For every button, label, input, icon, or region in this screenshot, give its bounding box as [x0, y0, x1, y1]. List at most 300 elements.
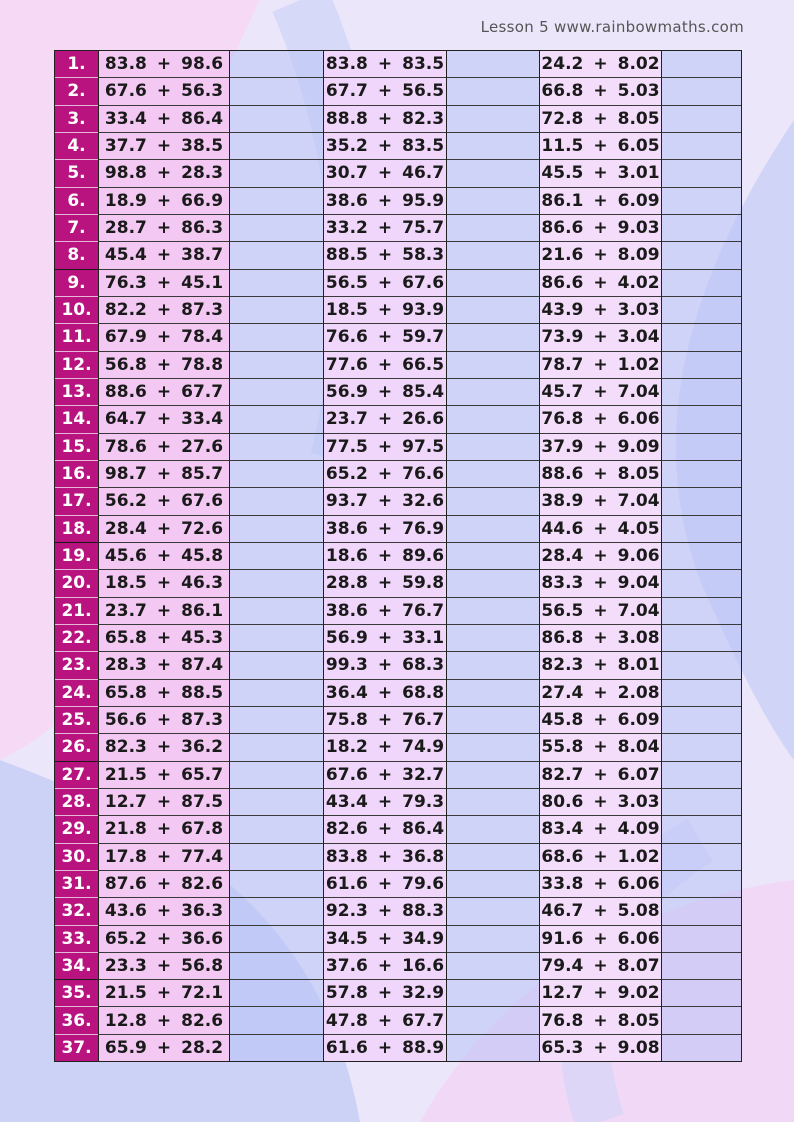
- addend-a: 83.8: [325, 54, 368, 75]
- addend-a: 23.7: [104, 600, 147, 621]
- answer-box[interactable]: [662, 297, 741, 324]
- addend-b: 27.6: [181, 436, 224, 457]
- answer-box[interactable]: [230, 1035, 323, 1061]
- problem-row: [324, 188, 446, 215]
- problem-row: [324, 297, 446, 324]
- answer-box[interactable]: [447, 352, 539, 379]
- addend-a: 24.2: [541, 54, 584, 75]
- problem-row: [324, 242, 446, 269]
- addend-a: 18.6: [325, 546, 368, 567]
- answer-box[interactable]: [447, 51, 539, 78]
- addition-problem: [99, 926, 229, 952]
- addition-problem: [99, 215, 229, 241]
- plus-sign: +: [377, 983, 393, 1004]
- plus-sign: +: [156, 409, 172, 430]
- answer-box[interactable]: [447, 133, 539, 160]
- addend-a: 88.6: [104, 382, 147, 403]
- addition-problem: [540, 270, 661, 296]
- problem-row: [99, 652, 229, 679]
- addend-a: 83.3: [541, 573, 584, 594]
- answer-box[interactable]: [662, 488, 741, 515]
- plus-sign: +: [593, 573, 608, 594]
- answer-box[interactable]: [230, 598, 323, 625]
- problem-row: [99, 488, 229, 515]
- plus-sign: +: [593, 409, 608, 430]
- answer-box[interactable]: [662, 816, 741, 843]
- answer-box[interactable]: [230, 816, 323, 843]
- plus-sign: +: [156, 382, 172, 403]
- problem-row: [99, 980, 229, 1007]
- addition-problem: [99, 707, 229, 733]
- answer-box[interactable]: [230, 652, 323, 679]
- problem-row: [99, 379, 229, 406]
- problem-row: [540, 242, 661, 269]
- plus-sign: +: [156, 300, 172, 321]
- answer-box[interactable]: [230, 215, 323, 242]
- addend-b: 8.04: [617, 737, 660, 758]
- problem-row: [324, 953, 446, 980]
- plus-sign: +: [593, 928, 608, 949]
- addend-b: 87.3: [181, 710, 224, 731]
- addition-problem: [540, 816, 661, 842]
- addend-a: 64.7: [104, 409, 147, 430]
- addend-a: 88.5: [325, 245, 368, 266]
- addition-problem: [540, 1035, 661, 1061]
- addition-problem: [324, 762, 446, 788]
- problem-row: [324, 106, 446, 133]
- answer-box[interactable]: [662, 652, 741, 679]
- addend-a: 79.4: [541, 955, 584, 976]
- addition-problem: [324, 707, 446, 733]
- addition-problem: [540, 242, 661, 268]
- answer-box[interactable]: [230, 133, 323, 160]
- problem-row: [99, 133, 229, 160]
- answer-box[interactable]: [447, 953, 539, 980]
- plus-sign: +: [377, 272, 393, 293]
- addend-a: 92.3: [325, 901, 368, 922]
- answer-box[interactable]: [230, 871, 323, 898]
- answer-box[interactable]: [230, 789, 323, 816]
- problem-row: [99, 734, 229, 761]
- answer-box[interactable]: [230, 926, 323, 953]
- problem-row: [540, 406, 661, 433]
- problem-row: [324, 160, 446, 187]
- answer-box[interactable]: [447, 434, 539, 461]
- answer-box[interactable]: [447, 188, 539, 215]
- addend-a: 45.6: [104, 546, 147, 567]
- answer-box[interactable]: [230, 707, 323, 734]
- answer-box[interactable]: [447, 598, 539, 625]
- addend-b: 98.6: [181, 54, 224, 75]
- addend-b: 56.5: [402, 81, 445, 102]
- plus-sign: +: [593, 655, 608, 676]
- problem-row: [540, 160, 661, 187]
- addend-a: 56.5: [325, 272, 368, 293]
- answer-box[interactable]: [447, 297, 539, 324]
- addend-a: 61.6: [325, 874, 368, 894]
- problem-row: [324, 598, 446, 625]
- problem-row: [540, 516, 661, 543]
- plus-sign: +: [156, 874, 172, 894]
- answer-box[interactable]: [230, 270, 323, 297]
- plus-sign: +: [593, 846, 608, 867]
- addend-b: 32.9: [402, 983, 445, 1004]
- answer-box[interactable]: [230, 625, 323, 652]
- addend-a: 76.3: [104, 272, 147, 293]
- answer-box[interactable]: [662, 680, 741, 707]
- problem-row: [99, 106, 229, 133]
- problem-row: [99, 953, 229, 980]
- problem-row: [99, 51, 229, 78]
- answer-box[interactable]: [662, 871, 741, 898]
- answer-box[interactable]: [662, 106, 741, 133]
- problem-column-3: [540, 50, 662, 1062]
- answer-box[interactable]: [447, 406, 539, 433]
- answer-box[interactable]: [230, 980, 323, 1007]
- addition-problem: [324, 188, 446, 214]
- answer-box[interactable]: [447, 379, 539, 406]
- addend-b: 6.09: [617, 710, 660, 731]
- answer-box[interactable]: [447, 1035, 539, 1061]
- question-number-column: [54, 50, 99, 1062]
- answer-box[interactable]: [662, 953, 741, 980]
- addition-problem: [540, 324, 661, 350]
- answer-box[interactable]: [230, 379, 323, 406]
- plus-sign: +: [377, 81, 393, 102]
- addend-b: 38.5: [181, 136, 224, 157]
- answer-box[interactable]: [447, 215, 539, 242]
- plus-sign: +: [156, 218, 172, 239]
- problem-row: [99, 570, 229, 597]
- addend-a: 33.2: [325, 218, 368, 239]
- answer-box[interactable]: [447, 543, 539, 570]
- answer-box[interactable]: [447, 844, 539, 871]
- problem-row: [324, 516, 446, 543]
- answer-box[interactable]: [662, 1035, 741, 1061]
- answer-box[interactable]: [662, 352, 741, 379]
- addition-problem: [99, 1035, 229, 1061]
- addend-b: 3.08: [617, 628, 660, 649]
- answer-box[interactable]: [662, 242, 741, 269]
- problem-column-1: [99, 50, 230, 1062]
- plus-sign: +: [156, 1037, 172, 1058]
- answer-box[interactable]: [662, 625, 741, 652]
- answer-box[interactable]: [662, 188, 741, 215]
- addend-b: 67.7: [402, 1010, 445, 1031]
- answer-box[interactable]: [230, 844, 323, 871]
- answer-box[interactable]: [662, 543, 741, 570]
- answer-box[interactable]: [662, 844, 741, 871]
- problem-row: [540, 297, 661, 324]
- addend-b: 88.5: [181, 682, 224, 703]
- answer-box[interactable]: [662, 78, 741, 105]
- answer-box[interactable]: [447, 789, 539, 816]
- addend-b: 6.06: [617, 928, 660, 949]
- addition-problem: [324, 78, 446, 104]
- addition-problem: [540, 51, 661, 77]
- answer-box[interactable]: [447, 516, 539, 543]
- answer-box[interactable]: [447, 488, 539, 515]
- answer-box[interactable]: [662, 133, 741, 160]
- answer-box[interactable]: [230, 570, 323, 597]
- answer-box[interactable]: [230, 188, 323, 215]
- question-number: 32.: [55, 898, 98, 925]
- problem-row: [324, 926, 446, 953]
- answer-box[interactable]: [662, 734, 741, 761]
- addend-a: 45.8: [541, 710, 584, 731]
- addend-b: 67.8: [181, 819, 224, 840]
- answer-box[interactable]: [662, 762, 741, 789]
- problem-row: [324, 570, 446, 597]
- problem-row: [540, 188, 661, 215]
- addition-problem: [540, 215, 661, 241]
- addend-b: 78.4: [181, 327, 224, 348]
- plus-sign: +: [156, 1010, 172, 1031]
- answer-box[interactable]: [447, 461, 539, 488]
- answer-box[interactable]: [662, 379, 741, 406]
- answer-box[interactable]: [662, 789, 741, 816]
- addition-problem: [540, 652, 661, 678]
- plus-sign: +: [377, 628, 393, 649]
- addend-b: 59.8: [402, 573, 445, 594]
- answer-box[interactable]: [447, 270, 539, 297]
- addend-a: 65.2: [104, 928, 147, 949]
- problem-row: [540, 51, 661, 78]
- addend-b: 16.6: [402, 955, 445, 976]
- addition-problem: [99, 953, 229, 979]
- answer-box[interactable]: [447, 871, 539, 898]
- addend-a: 67.7: [325, 81, 368, 102]
- answer-box[interactable]: [662, 898, 741, 925]
- addition-problem: [99, 270, 229, 296]
- plus-sign: +: [593, 81, 608, 102]
- addend-b: 76.9: [402, 518, 445, 539]
- addition-problem: [324, 598, 446, 624]
- addend-b: 6.07: [617, 764, 660, 785]
- addition-problem: [99, 762, 229, 788]
- problem-row: [540, 215, 661, 242]
- addition-problem: [324, 488, 446, 514]
- answer-box[interactable]: [230, 898, 323, 925]
- answer-box[interactable]: [662, 707, 741, 734]
- question-number: 1.: [55, 51, 98, 78]
- answer-box[interactable]: [230, 78, 323, 105]
- addend-a: 28.8: [325, 573, 368, 594]
- addend-a: 83.8: [325, 846, 368, 867]
- answer-box[interactable]: [662, 406, 741, 433]
- addend-b: 9.09: [617, 436, 660, 457]
- addend-a: 37.9: [541, 436, 584, 457]
- problem-row: [540, 980, 661, 1007]
- question-number: 27.: [55, 762, 98, 789]
- answer-box[interactable]: [447, 652, 539, 679]
- answer-box[interactable]: [447, 926, 539, 953]
- answer-box[interactable]: [447, 324, 539, 351]
- problem-row: [540, 488, 661, 515]
- answer-box[interactable]: [447, 1007, 539, 1034]
- answer-box[interactable]: [230, 297, 323, 324]
- answer-box[interactable]: [230, 516, 323, 543]
- answer-box[interactable]: [447, 734, 539, 761]
- plus-sign: +: [593, 300, 608, 321]
- addition-problem: [99, 488, 229, 514]
- addend-a: 76.8: [541, 409, 584, 430]
- answer-box[interactable]: [662, 926, 741, 953]
- problem-row: [99, 598, 229, 625]
- answer-box[interactable]: [230, 543, 323, 570]
- plus-sign: +: [156, 54, 172, 75]
- addend-b: 8.07: [617, 955, 660, 976]
- addition-problem: [99, 78, 229, 104]
- addend-b: 6.06: [617, 409, 660, 430]
- answer-box[interactable]: [662, 516, 741, 543]
- problem-row: [99, 844, 229, 871]
- answer-box[interactable]: [662, 570, 741, 597]
- addition-problem: [324, 297, 446, 323]
- addition-problem: [540, 543, 661, 569]
- addend-b: 8.05: [617, 1010, 660, 1031]
- problem-row: [540, 762, 661, 789]
- plus-sign: +: [593, 108, 608, 129]
- addend-a: 86.8: [541, 628, 584, 649]
- answer-box[interactable]: [230, 488, 323, 515]
- answer-box[interactable]: [447, 980, 539, 1007]
- addition-problem: [540, 352, 661, 378]
- answer-box[interactable]: [662, 215, 741, 242]
- addition-problem: [324, 816, 446, 842]
- answer-box[interactable]: [447, 762, 539, 789]
- addend-a: 57.8: [325, 983, 368, 1004]
- addend-b: 28.3: [181, 163, 224, 184]
- addend-b: 82.6: [181, 874, 224, 894]
- problem-row: [324, 379, 446, 406]
- plus-sign: +: [593, 245, 608, 266]
- answer-box[interactable]: [447, 816, 539, 843]
- answer-box[interactable]: [447, 570, 539, 597]
- answer-box[interactable]: [662, 461, 741, 488]
- answer-box[interactable]: [447, 680, 539, 707]
- addend-a: 67.9: [104, 327, 147, 348]
- problem-row: [324, 270, 446, 297]
- answer-box[interactable]: [447, 707, 539, 734]
- addend-a: 38.6: [325, 518, 368, 539]
- answer-box[interactable]: [447, 242, 539, 269]
- plus-sign: +: [156, 655, 172, 676]
- addition-problem: [540, 379, 661, 405]
- addition-problem: [324, 789, 446, 815]
- addition-problem: [540, 980, 661, 1006]
- addend-b: 9.06: [617, 546, 660, 567]
- addend-a: 28.4: [104, 518, 147, 539]
- addend-b: 1.02: [617, 354, 660, 375]
- addition-problem: [99, 844, 229, 870]
- plus-sign: +: [156, 546, 172, 567]
- plus-sign: +: [593, 54, 608, 75]
- answer-box[interactable]: [447, 625, 539, 652]
- answer-box[interactable]: [230, 51, 323, 78]
- problem-row: [99, 1007, 229, 1034]
- addend-a: 76.6: [325, 327, 368, 348]
- plus-sign: +: [377, 764, 393, 785]
- plus-sign: +: [593, 1037, 608, 1058]
- answer-box[interactable]: [230, 734, 323, 761]
- answer-box[interactable]: [662, 980, 741, 1007]
- addition-problem: [99, 406, 229, 432]
- answer-box[interactable]: [662, 598, 741, 625]
- addition-problem: [99, 461, 229, 487]
- answer-box[interactable]: [447, 160, 539, 187]
- answer-box[interactable]: [447, 898, 539, 925]
- addition-problem: [99, 652, 229, 678]
- problem-row: [540, 434, 661, 461]
- addend-b: 87.4: [181, 655, 224, 676]
- answer-box[interactable]: [230, 953, 323, 980]
- plus-sign: +: [156, 764, 172, 785]
- addition-problem: [99, 51, 229, 77]
- answer-box[interactable]: [230, 1007, 323, 1034]
- addition-problem: [540, 106, 661, 132]
- plus-sign: +: [377, 792, 393, 813]
- answer-box[interactable]: [230, 352, 323, 379]
- plus-sign: +: [377, 218, 393, 239]
- answer-box[interactable]: [662, 270, 741, 297]
- plus-sign: +: [593, 272, 608, 293]
- answer-box[interactable]: [230, 324, 323, 351]
- answer-box[interactable]: [230, 106, 323, 133]
- answer-box[interactable]: [230, 242, 323, 269]
- plus-sign: +: [593, 819, 608, 840]
- answer-box[interactable]: [230, 160, 323, 187]
- plus-sign: +: [377, 1010, 393, 1031]
- addend-a: 28.7: [104, 218, 147, 239]
- addend-b: 79.3: [402, 792, 445, 813]
- plus-sign: +: [156, 983, 172, 1004]
- answer-box[interactable]: [447, 78, 539, 105]
- addend-a: 21.5: [104, 764, 147, 785]
- plus-sign: +: [593, 600, 608, 621]
- addition-problem: [99, 543, 229, 569]
- addend-a: 38.6: [325, 600, 368, 621]
- answer-box[interactable]: [230, 762, 323, 789]
- answer-box[interactable]: [662, 1007, 741, 1034]
- plus-sign: +: [377, 955, 393, 976]
- addend-b: 4.09: [617, 819, 660, 840]
- answer-box[interactable]: [447, 106, 539, 133]
- addition-problem: [540, 898, 661, 924]
- problem-row: [99, 270, 229, 297]
- answer-box[interactable]: [662, 324, 741, 351]
- answer-box[interactable]: [230, 680, 323, 707]
- plus-sign: +: [377, 928, 393, 949]
- answer-box[interactable]: [230, 434, 323, 461]
- plus-sign: +: [156, 245, 172, 266]
- answer-box[interactable]: [662, 51, 741, 78]
- addend-a: 28.3: [104, 655, 147, 676]
- addend-b: 82.3: [402, 108, 445, 129]
- addend-b: 79.6: [402, 874, 445, 894]
- problem-row: [99, 434, 229, 461]
- addend-b: 74.9: [402, 737, 445, 758]
- answer-box[interactable]: [662, 434, 741, 461]
- answer-box[interactable]: [230, 461, 323, 488]
- question-number: 33.: [55, 926, 98, 953]
- addend-a: 78.7: [541, 354, 584, 375]
- answer-box[interactable]: [230, 406, 323, 433]
- addition-problem: [99, 242, 229, 268]
- plus-sign: +: [593, 190, 608, 211]
- addend-a: 82.3: [104, 737, 147, 758]
- answer-box[interactable]: [662, 160, 741, 187]
